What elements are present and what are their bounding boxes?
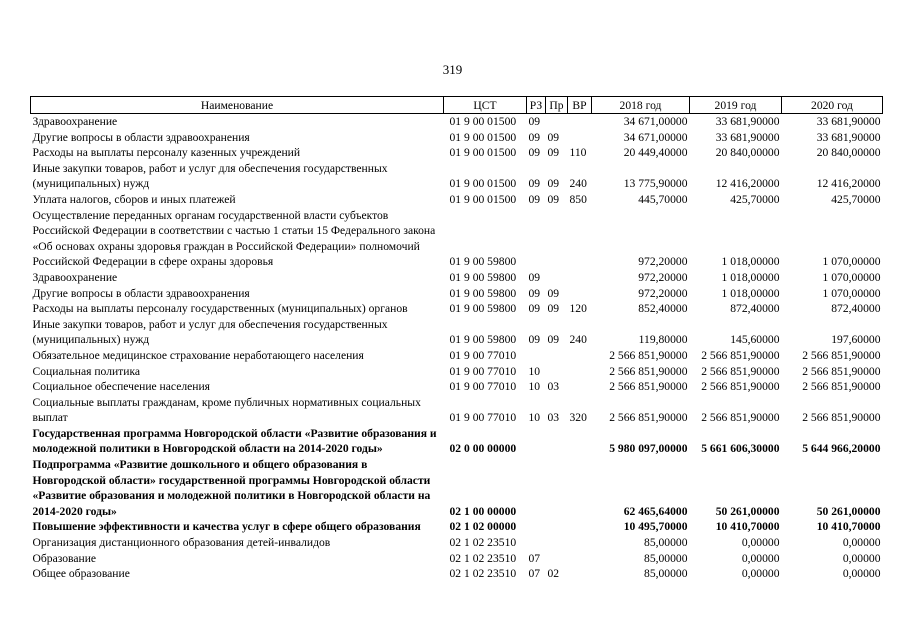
cell-vr: 240 bbox=[569, 333, 587, 347]
cell-2020: 1 070,00000 bbox=[822, 286, 881, 300]
cell-name: Расходы на выплаты персоналу государственных (муниципальных) органов bbox=[32, 302, 408, 316]
cell-pr: 09 bbox=[547, 286, 560, 300]
cell-2020: 50 261,00000 bbox=[816, 504, 881, 518]
cell-name: Социальная политика bbox=[32, 364, 141, 378]
table-row bbox=[31, 130, 883, 146]
cell-vr: 110 bbox=[569, 146, 587, 160]
cell-name: Другие вопросы в области здравоохранения bbox=[32, 130, 250, 144]
cell-2018: 2 566 851,90000 bbox=[609, 348, 688, 362]
cell-2018: 852,40000 bbox=[638, 302, 688, 316]
cell-cst: 02 0 00 00000 bbox=[449, 442, 517, 456]
cell-rz: 10 bbox=[528, 364, 541, 378]
cell-pr bbox=[546, 208, 568, 270]
page-number: 319 bbox=[442, 62, 463, 77]
cell-2019: 12 416,20000 bbox=[715, 177, 780, 191]
cell-name: Общее образование bbox=[32, 567, 130, 581]
cell-rz bbox=[527, 535, 546, 551]
cell-cst: 01 9 00 01500 bbox=[449, 146, 517, 160]
cell-vr: 320 bbox=[569, 411, 587, 425]
cell-name: Иные закупки товаров, работ и услуг для обеспечения государственных (муниципальных) нужд bbox=[32, 317, 388, 347]
cell-2020: 872,40000 bbox=[831, 302, 881, 316]
cell-vr bbox=[568, 286, 592, 302]
cell-2018: 20 449,40000 bbox=[623, 146, 688, 160]
cell-rz: 09 bbox=[528, 333, 541, 347]
cell-2018: 34 671,00000 bbox=[623, 115, 688, 128]
cell-rz: 09 bbox=[528, 302, 541, 316]
table-row bbox=[31, 161, 883, 192]
header-2020: 2020 год bbox=[782, 97, 883, 114]
cell-2019: 1 018,00000 bbox=[721, 270, 780, 284]
cell-rz bbox=[527, 519, 546, 535]
cell-cst: 01 9 00 77010 bbox=[449, 364, 517, 378]
table-row bbox=[31, 114, 883, 130]
cell-2020: 33 681,90000 bbox=[816, 130, 881, 144]
cell-2019: 1 018,00000 bbox=[721, 286, 780, 300]
cell-cst: 01 9 00 77010 bbox=[449, 348, 517, 362]
cell-pr: 03 bbox=[547, 411, 560, 425]
cell-2020: 1 070,00000 bbox=[822, 255, 881, 269]
cell-rz: 10 bbox=[528, 380, 541, 394]
cell-vr: 120 bbox=[569, 302, 587, 316]
header-cst: ЦСТ bbox=[444, 97, 527, 114]
table-row bbox=[31, 364, 883, 380]
cell-name: Здравоохранение bbox=[32, 270, 118, 284]
cell-name: Другие вопросы в области здравоохранения bbox=[32, 286, 250, 300]
cell-vr bbox=[568, 114, 592, 130]
cell-cst: 02 1 02 23510 bbox=[449, 551, 517, 565]
cell-rz: 09 bbox=[528, 177, 541, 191]
header-vr: ВР bbox=[568, 97, 592, 114]
cell-cst: 01 9 00 59800 bbox=[449, 286, 517, 300]
table-row bbox=[31, 535, 883, 551]
cell-pr bbox=[546, 551, 568, 567]
cell-cst: 01 9 00 77010 bbox=[449, 380, 517, 394]
cell-2019: 0,00000 bbox=[741, 536, 780, 550]
table-row bbox=[31, 301, 883, 317]
cell-name: Организация дистанционного образования детей-инвалидов bbox=[32, 536, 331, 550]
cell-2020: 0,00000 bbox=[842, 551, 881, 565]
cell-pr: 03 bbox=[547, 380, 560, 394]
cell-2020: 0,00000 bbox=[842, 567, 881, 581]
table-row bbox=[31, 566, 883, 582]
cell-vr bbox=[568, 364, 592, 380]
table-row bbox=[31, 551, 883, 567]
table-row bbox=[31, 145, 883, 161]
header-name: Наименование bbox=[31, 97, 444, 114]
cell-rz: 07 bbox=[528, 551, 541, 565]
cell-cst: 02 1 02 23510 bbox=[449, 567, 517, 581]
cell-2019: 872,40000 bbox=[730, 302, 780, 316]
cell-name: Уплата налогов, сборов и иных платежей bbox=[32, 192, 236, 206]
cell-rz: 09 bbox=[528, 146, 541, 160]
cell-pr bbox=[546, 270, 568, 286]
cell-2018: 85,00000 bbox=[644, 567, 688, 581]
cell-cst: 02 1 00 00000 bbox=[449, 504, 517, 518]
cell-2018: 5 980 097,00000 bbox=[609, 442, 688, 456]
cell-vr bbox=[568, 519, 592, 535]
cell-pr: 09 bbox=[547, 146, 560, 160]
cell-pr bbox=[546, 348, 568, 364]
cell-cst: 01 9 00 59800 bbox=[449, 270, 517, 284]
cell-2019: 33 681,90000 bbox=[715, 115, 780, 128]
cell-rz bbox=[527, 348, 546, 364]
cell-2020: 0,00000 bbox=[842, 536, 881, 550]
cell-vr bbox=[568, 348, 592, 364]
cell-vr bbox=[568, 426, 592, 457]
cell-rz bbox=[527, 208, 546, 270]
cell-name: Расходы на выплаты персоналу казенных учреждений bbox=[32, 146, 301, 160]
cell-2018: 62 465,64000 bbox=[623, 504, 688, 518]
cell-pr: 09 bbox=[547, 333, 560, 347]
cell-rz: 07 bbox=[528, 567, 541, 581]
cell-2020: 33 681,90000 bbox=[816, 115, 881, 128]
cell-name: Государственная программа Новгородской области «Развитие образования и молодежной политики в Новгородской области на 2014-2020 годы» bbox=[32, 426, 437, 456]
cell-2019: 2 566 851,90000 bbox=[701, 364, 780, 378]
cell-pr: 09 bbox=[547, 177, 560, 191]
table-row bbox=[31, 286, 883, 302]
table-row bbox=[31, 379, 883, 395]
table-row bbox=[31, 208, 883, 270]
cell-2020: 12 416,20000 bbox=[816, 177, 881, 191]
cell-name: Образование bbox=[32, 551, 97, 565]
cell-vr bbox=[568, 566, 592, 582]
cell-2020: 425,70000 bbox=[831, 192, 881, 206]
cell-2020: 2 566 851,90000 bbox=[802, 348, 881, 362]
table-row bbox=[31, 317, 883, 348]
cell-name: Обязательное медицинское страхование неработающего населения bbox=[32, 348, 364, 362]
cell-pr: 09 bbox=[547, 302, 560, 316]
cell-vr bbox=[568, 208, 592, 270]
cell-cst: 01 9 00 01500 bbox=[449, 115, 517, 128]
cell-2020: 197,60000 bbox=[831, 333, 881, 347]
cell-cst: 01 9 00 01500 bbox=[449, 130, 517, 144]
cell-2020: 2 566 851,90000 bbox=[802, 380, 881, 394]
cell-rz bbox=[527, 426, 546, 457]
cell-vr: 240 bbox=[569, 177, 587, 191]
table-row bbox=[31, 270, 883, 286]
cell-name: Осуществление переданных органам государственной власти субъектов Российской Федерации в соответствии с частью 1 статьи 15 Федерального закона «Об основах охраны здоровья граждан в Российской Федерации» полномочий Российской Федерации в сфере охраны здоровья bbox=[32, 208, 436, 269]
cell-2019: 33 681,90000 bbox=[715, 130, 780, 144]
cell-2020: 2 566 851,90000 bbox=[802, 364, 881, 378]
cell-rz: 10 bbox=[528, 411, 541, 425]
cell-vr bbox=[568, 130, 592, 146]
cell-pr: 09 bbox=[547, 130, 560, 144]
cell-2018: 119,80000 bbox=[638, 333, 688, 347]
cell-2018: 13 775,90000 bbox=[623, 177, 688, 191]
cell-2018: 34 671,00000 bbox=[623, 130, 688, 144]
cell-2019: 1 018,00000 bbox=[721, 255, 780, 269]
cell-2019: 145,60000 bbox=[730, 333, 780, 347]
cell-vr bbox=[568, 551, 592, 567]
cell-cst: 01 9 00 59800 bbox=[449, 333, 517, 347]
cell-cst: 01 9 00 01500 bbox=[449, 177, 517, 191]
table-row bbox=[31, 426, 883, 457]
cell-pr bbox=[546, 457, 568, 519]
cell-cst: 02 1 02 23510 bbox=[449, 536, 517, 550]
cell-2019: 0,00000 bbox=[741, 551, 780, 565]
cell-2019: 50 261,00000 bbox=[715, 504, 780, 518]
table-row bbox=[31, 519, 883, 535]
cell-2019: 0,00000 bbox=[741, 567, 780, 581]
cell-vr bbox=[568, 457, 592, 519]
cell-2019: 20 840,00000 bbox=[715, 146, 780, 160]
cell-cst: 01 9 00 59800 bbox=[449, 302, 517, 316]
header-2019: 2019 год bbox=[690, 97, 782, 114]
cell-2018: 85,00000 bbox=[644, 551, 688, 565]
cell-2018: 10 495,70000 bbox=[623, 520, 688, 534]
cell-2018: 445,70000 bbox=[638, 192, 688, 206]
cell-2019: 5 661 606,30000 bbox=[701, 442, 780, 456]
cell-2018: 2 566 851,90000 bbox=[609, 364, 688, 378]
table-row bbox=[31, 457, 883, 519]
cell-2018: 972,20000 bbox=[638, 255, 688, 269]
cell-pr: 09 bbox=[547, 192, 560, 206]
cell-name: Подпрограмма «Развитие дошкольного и общего образования в Новгородской области» государственной программы Новгородской области «Развитие образования и молодежной политики в Новгородской области на 2014-2020 годы» bbox=[32, 458, 431, 518]
cell-rz: 09 bbox=[528, 286, 541, 300]
cell-rz: 09 bbox=[528, 115, 541, 128]
header-rz: РЗ bbox=[527, 97, 546, 114]
header-pr: Пр bbox=[546, 97, 568, 114]
cell-2019: 2 566 851,90000 bbox=[701, 380, 780, 394]
budget-table bbox=[30, 96, 883, 582]
cell-pr bbox=[546, 519, 568, 535]
cell-2018: 85,00000 bbox=[644, 536, 688, 550]
cell-2019: 10 410,70000 bbox=[715, 520, 780, 534]
cell-2020: 10 410,70000 bbox=[816, 520, 881, 534]
cell-cst: 01 9 00 59800 bbox=[449, 255, 517, 269]
cell-name: Иные закупки товаров, работ и услуг для обеспечения государственных (муниципальных) нужд bbox=[32, 161, 388, 191]
cell-rz: 09 bbox=[528, 130, 541, 144]
table-body bbox=[31, 114, 883, 582]
table-row bbox=[31, 395, 883, 426]
cell-pr bbox=[546, 364, 568, 380]
cell-2019: 2 566 851,90000 bbox=[701, 348, 780, 362]
cell-2018: 2 566 851,90000 bbox=[609, 380, 688, 394]
cell-2020: 20 840,00000 bbox=[816, 146, 881, 160]
cell-pr bbox=[546, 535, 568, 551]
cell-2018: 2 566 851,90000 bbox=[609, 411, 688, 425]
cell-pr bbox=[546, 114, 568, 130]
header-2018: 2018 год bbox=[592, 97, 690, 114]
cell-2020: 1 070,00000 bbox=[822, 270, 881, 284]
cell-rz bbox=[527, 457, 546, 519]
cell-rz: 09 bbox=[528, 192, 541, 206]
cell-vr: 850 bbox=[569, 192, 587, 206]
cell-name: Повышение эффективности и качества услуг в сфере общего образования bbox=[32, 520, 421, 534]
table-row bbox=[31, 192, 883, 208]
cell-vr bbox=[568, 270, 592, 286]
cell-2020: 2 566 851,90000 bbox=[802, 411, 881, 425]
cell-cst: 01 9 00 77010 bbox=[449, 411, 517, 425]
cell-rz: 09 bbox=[528, 270, 541, 284]
cell-name: Социальное обеспечение населения bbox=[32, 380, 211, 394]
cell-cst: 01 9 00 01500 bbox=[449, 192, 517, 206]
table-row bbox=[31, 348, 883, 364]
cell-2020: 5 644 966,20000 bbox=[802, 442, 881, 456]
cell-2018: 972,20000 bbox=[638, 270, 688, 284]
cell-name: Социальные выплаты гражданам, кроме публичных нормативных социальных выплат bbox=[32, 395, 421, 425]
table-header-row bbox=[31, 97, 883, 114]
cell-pr: 02 bbox=[547, 567, 560, 581]
cell-vr bbox=[568, 535, 592, 551]
cell-pr bbox=[546, 426, 568, 457]
cell-2019: 2 566 851,90000 bbox=[701, 411, 780, 425]
cell-name: Здравоохранение bbox=[32, 115, 118, 128]
cell-2019: 425,70000 bbox=[730, 192, 780, 206]
cell-2018: 972,20000 bbox=[638, 286, 688, 300]
cell-cst: 02 1 02 00000 bbox=[449, 520, 517, 534]
cell-vr bbox=[568, 379, 592, 395]
